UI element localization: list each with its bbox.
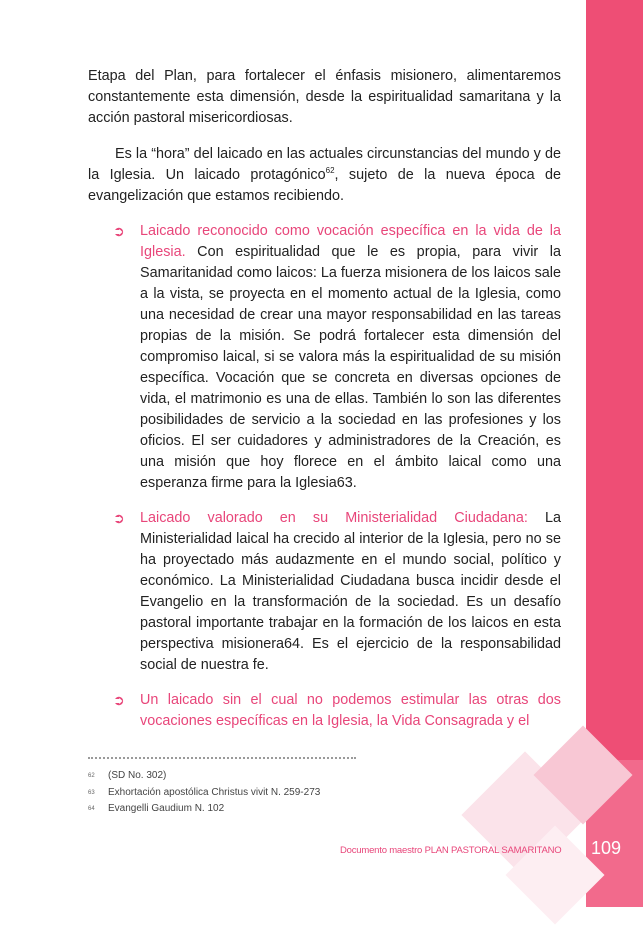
bullet-item [88,690,561,732]
footnote-number: 64 [88,806,95,812]
bullet-heading: Laicado reconocido como vocación específica en la vida de la Iglesia. [140,223,561,260]
arrow-circle-icon: ➲ [113,223,125,239]
paragraph-1: Etapa del Plan, para fortalecer el énfasis misionero, alimentaremos constantemente esta dimensión, desde la espiritualidad samaritana y la acción pastoral misericordiosas. [88,68,561,126]
footnote-ref-62[interactable]: 62 [325,166,335,176]
arrow-circle-icon: ➲ [113,510,125,526]
footnote-text: Exhortación apostólica Christus vivit N. 259-273 [108,786,321,798]
bullet-heading: Un laicado sin el cual no podemos estimular las otras dos vocaciones específicas en la Iglesia, la Vida Consagrada y el [140,692,561,729]
footnote [88,785,320,802]
footnote-number: 62 [88,773,95,779]
footer-document-title: Documento maestro PLAN PASTORAL SAMARITANO [340,845,562,856]
paragraph-2-text: Es la “hora” del laicado en las actuales circunstancias del mundo y de la Iglesia. Un laicado protagónico [88,146,561,183]
footnote-number: 63 [88,789,95,796]
footnote-separator [88,757,356,759]
bullet-item [88,508,561,676]
paragraph-2-text-end: , sujeto de la nueva época de evangelización que estamos recibiendo. [88,167,561,204]
footnote-text: Evangelli Gaudium N. 102 [108,803,225,814]
bullet-heading: Laicado valorado en su Ministerialidad Ciudadana: [140,510,528,526]
arrow-circle-icon: ➲ [113,692,125,708]
footnote [88,768,320,785]
bullet-text: La Ministerialidad laical ha crecido al interior de la Iglesia, pero no se ha proyectado más audazmente en el mundo social, político y económico. La Ministerialidad Ciudadana busca incidir desde el Evangelio en la transformación de la sociedad. Es un desafío pastoral importante trabajar en la formación de los laicos en esta perspectiva misionera64. Es el ejercicio de la responsabilidad social de nuestra fe. [140,510,561,673]
page-body [88,66,561,746]
footnote [88,801,320,818]
bullet-item [88,221,561,494]
footnotes [88,768,320,818]
paragraph-2 [88,144,561,207]
bullet-text: Con espiritualidad que le es propia, para vivir la Samaritanidad como laicos: La fuerza misionera de los laicos sale a la vista, se proyecta en el momento actual de la Iglesia, como una necesidad de crear una mayor responsabilidad en las tareas propias de la misión. Se podrá fortalecer esta dimensión del compromiso laical, si se valora más la espiritualidad de su misión específica. Vocación que se concreta en diversas opciones de vida, el matrimonio es una de ellas. También lo son las diferentes posibilidades de servicio a la sociedad en las profesiones y los oficios. El ser cuidadores y administradores de la Creación, es una misión que hoy florece en el ámbito laical como una esperanza firme para la Iglesia63. [140,244,561,491]
footnote-text: (SD No. 302) [108,770,167,781]
page-number: 109 [591,838,622,858]
